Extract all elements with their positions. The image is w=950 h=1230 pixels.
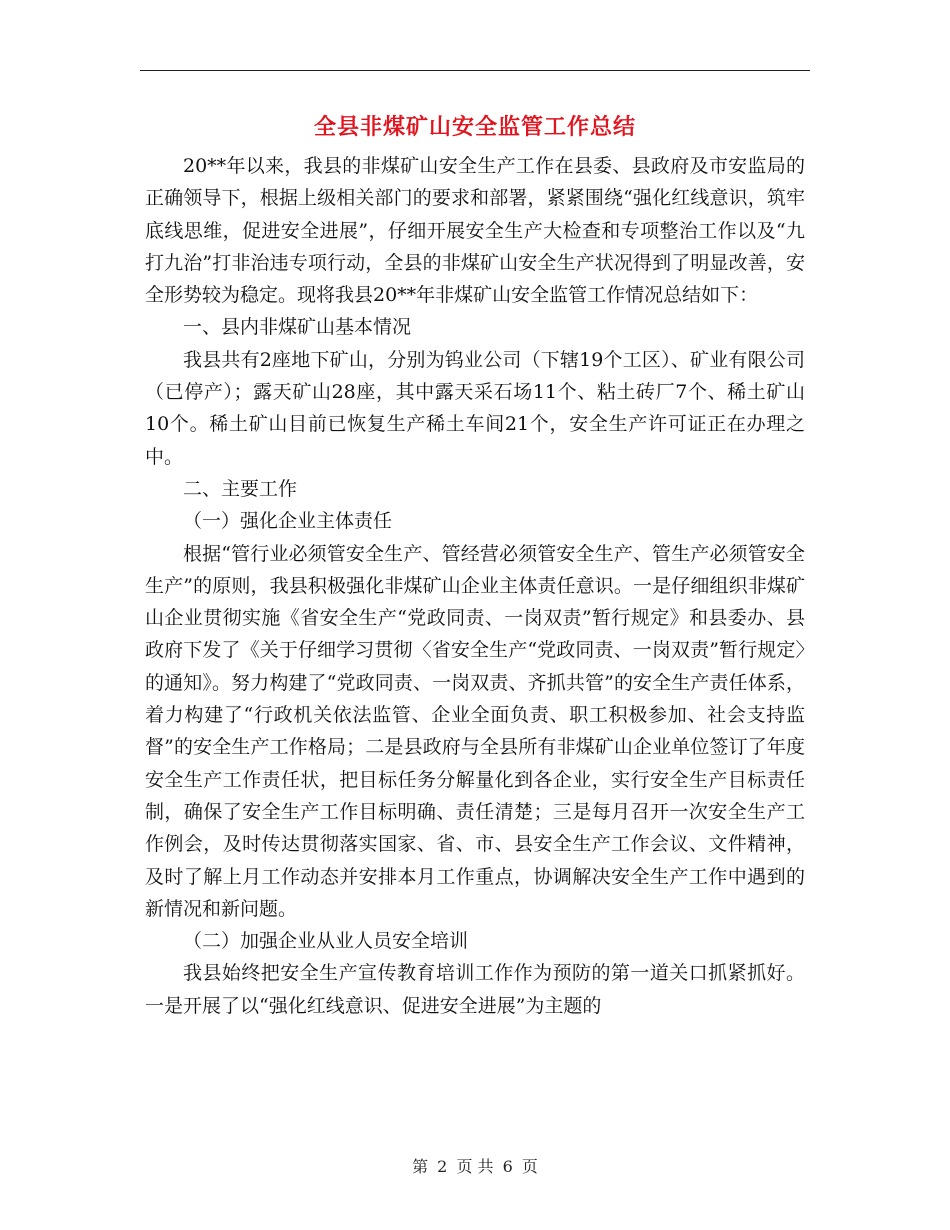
document-title: 全县非煤矿山安全监管工作总结 [313,115,636,140]
footer-suffix: 页 [521,1157,538,1176]
total-pages: 6 [502,1157,513,1176]
footer-middle: 页 共 [456,1157,494,1176]
intro-paragraph: 20**年以来，我县的非煤矿山安全生产工作在县委、县政府及市安监局的正确领导下，根据上级相关部门的要求和部署，紧紧围绕“强化红线意识，筑牢底线思维，促进安全进展”，仔细开展安全生产大检查和专项整治工作以及“九打九治”打非治违专项行动，全县的非煤矿山安全生产状况得到了明显改善，安全形势较为稳定。现将我县20**年非煤矿山安全监管工作情况总结如下： [145,155,805,307]
subsection-heading-2: （二）加强企业从业人员安全培训 [183,930,469,953]
responsibility-paragraph: 根据“管行业必须管安全生产、管经营必须管安全生产、管生产必须管安全生产”的原则，我县积极强化非煤矿山企业主体责任意识。一是仔细组织非煤矿山企业贯彻实施《省安全生产“党政同责、一岗双责”暂行规定》和县委办、县政府下发了《关于仔细学习贯彻〈省安全生产“党政同责、一岗双责”暂行规定〉的通知》。努力构建了“党政同责、一岗双责、齐抓共管”的安全生产责任体系，着力构建了“行政机关依法监管、企业全面负责、职工积极参加、社会支持监督”的安全生产工作格局；二是县政府与全县所有非煤矿山企业单位签订了年度安全生产工作责任状，把目标任务分解量化到各企业，实行安全生产目标责任制，确保了安全生产工作目标明确、责任清楚；三是每月召开一次安全生产工作例会，及时传达贯彻落实国家、省、市、县安全生产工作会议、文件精神，及时了解上月工作动态并安排本月工作重点，协调解决安全生产工作中遇到的新情况和新问题。 [145,542,805,920]
subsection-heading-1: （一）强化企业主体责任 [183,510,393,533]
header-rule [140,70,810,71]
section-heading-1: 一、县内非煤矿山基本情况 [183,316,412,339]
section-heading-2: 二、主要工作 [183,477,298,500]
training-paragraph: 我县始终把安全生产宣传教育培训工作作为预防的第一道关口抓紧抓好。一是开展了以“强化红线意识、促进安全进展”为主题的 [145,962,805,1017]
page-footer [0,1154,950,1177]
document-body [145,150,805,1022]
page-number: 2 [437,1157,448,1176]
footer-prefix: 第 [412,1157,429,1176]
basic-situation-paragraph: 我县共有2座地下矿山，分别为钨业公司（下辖19个工区）、矿业有限公司（已停产）；露天矿山28座，其中露天采石场11个、粘土砖厂7个、稀土矿山10个。稀土矿山目前已恢复生产稀土车间21个，安全生产许可证正在办理之中。 [145,348,805,468]
